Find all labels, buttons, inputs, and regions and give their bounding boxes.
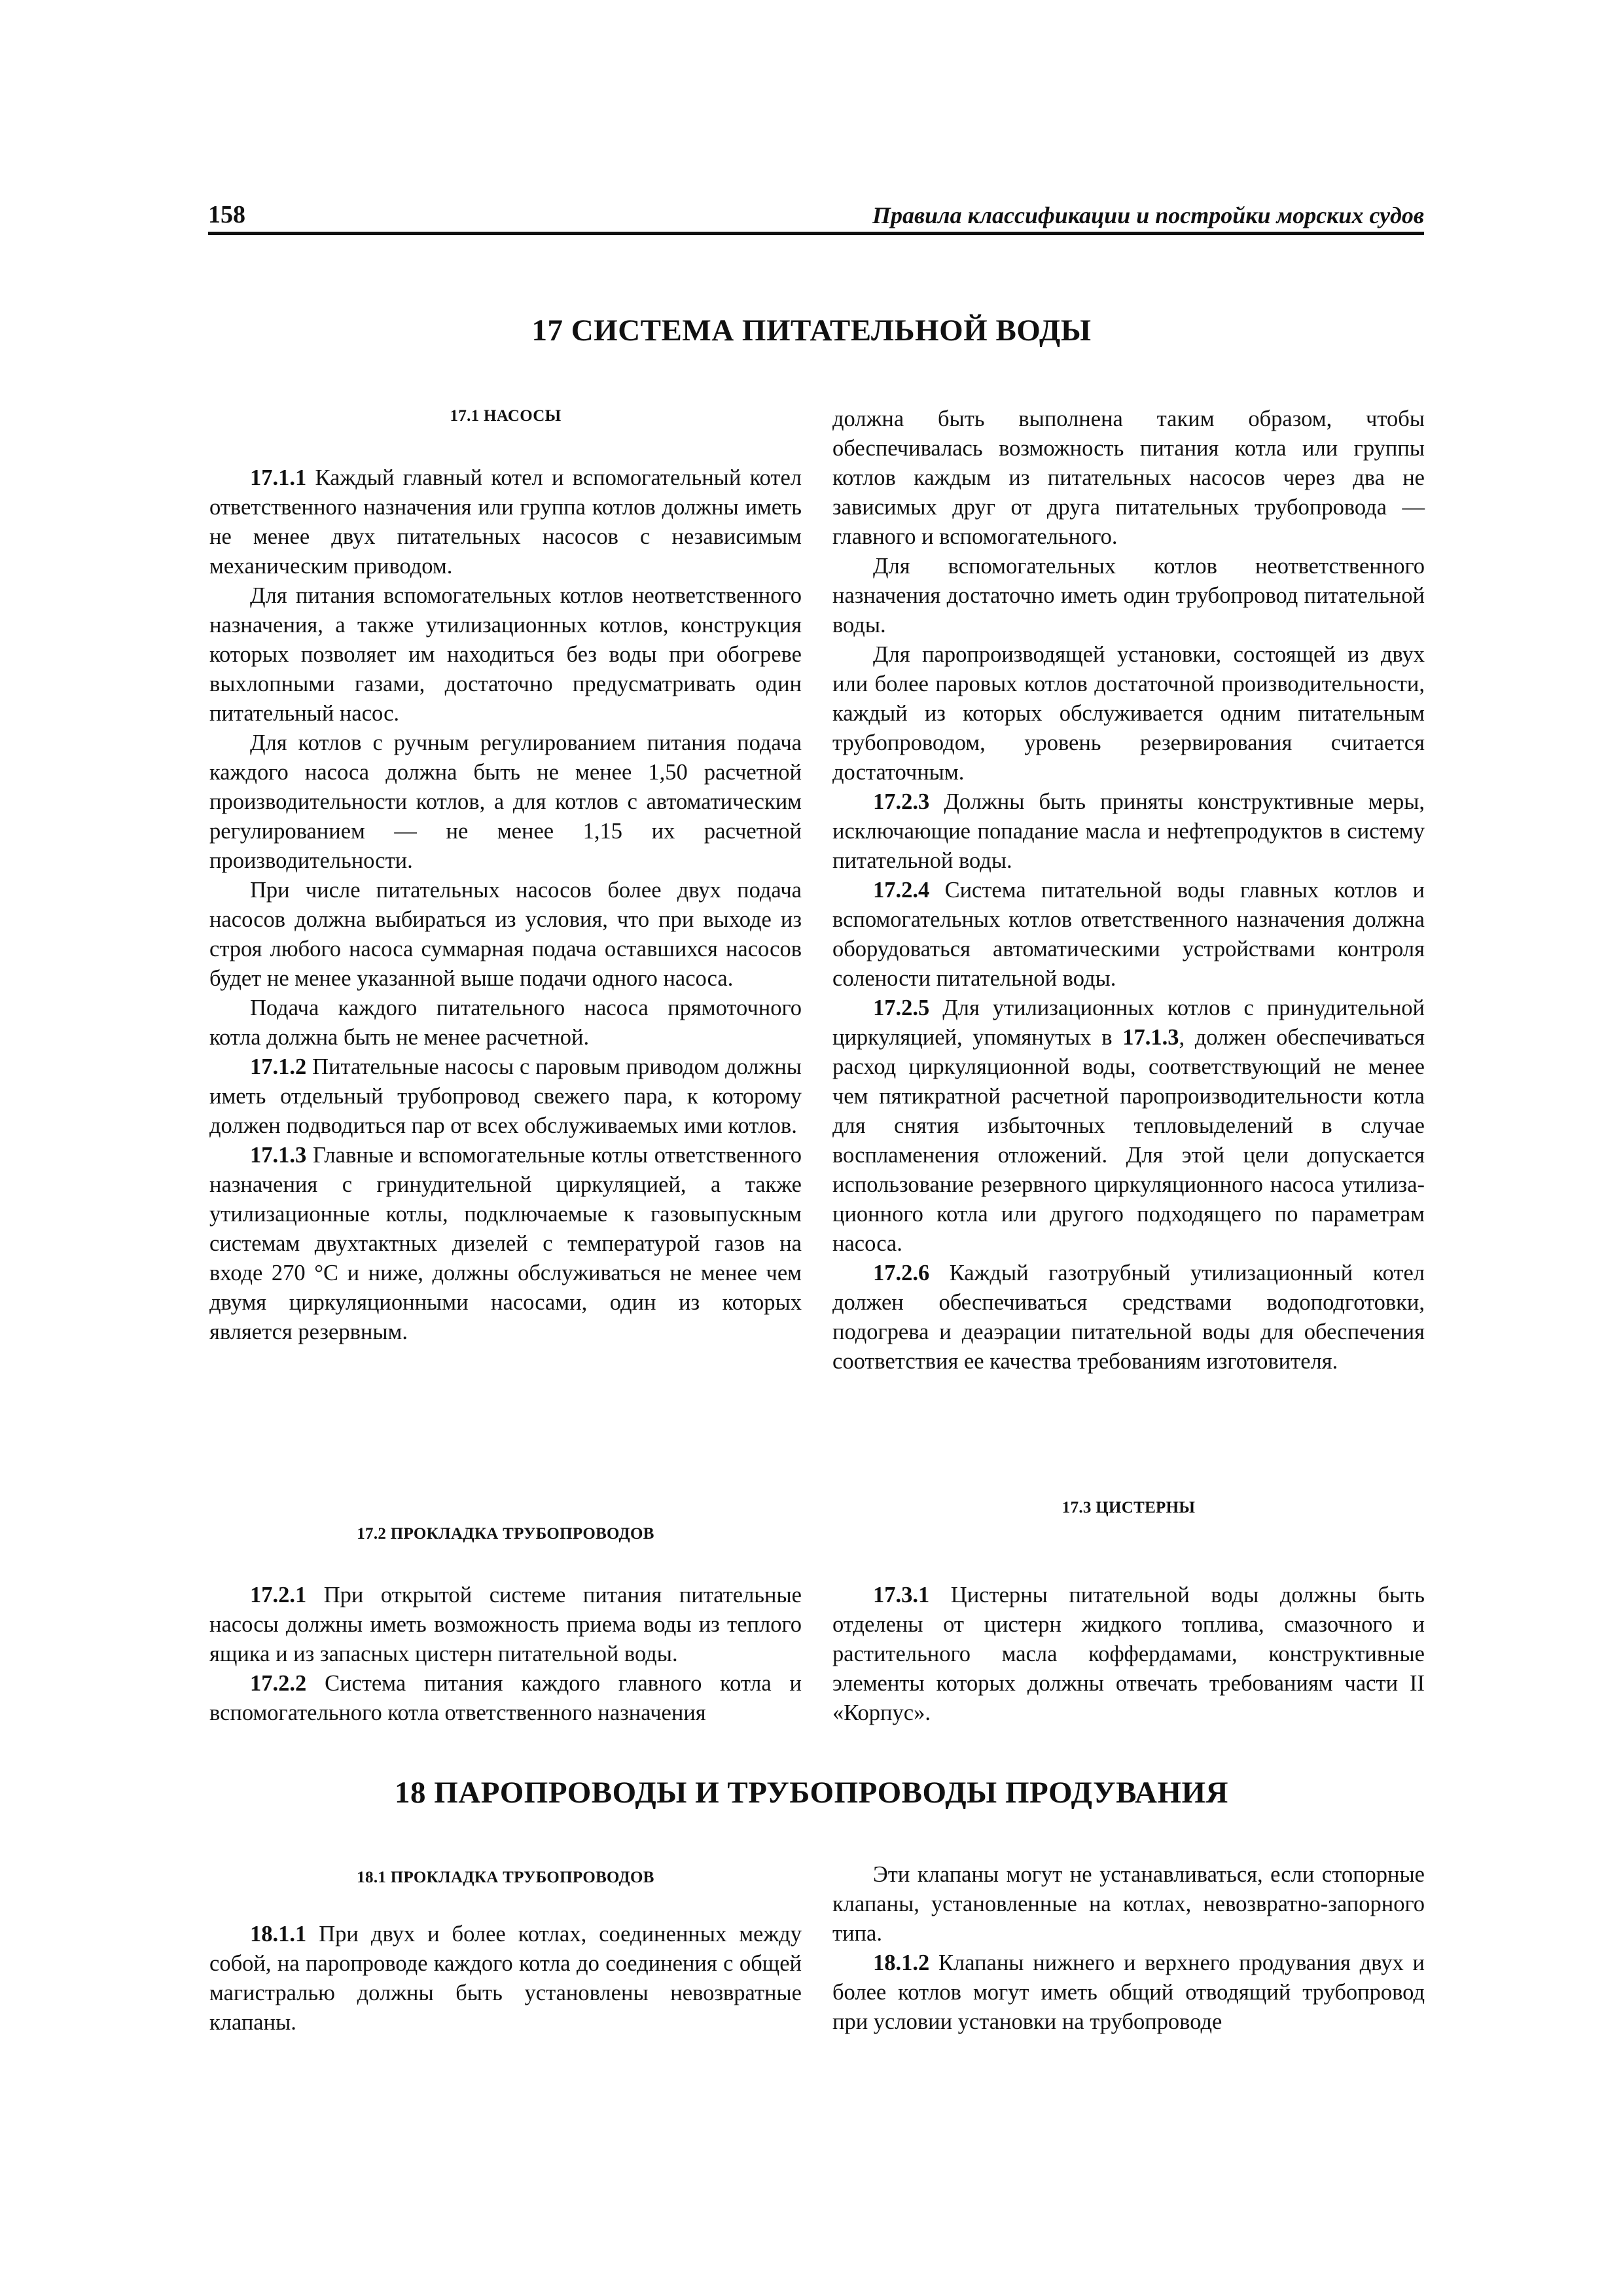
paragraph: Подача каждого питательного насоса прямоточного котла должна быть не менее расчетной. [209,996,802,1050]
paragraph-17-2-6: 17.2.6 Каждый газотрубный утилизационный котел должен обеспечиваться средствами водоподготовки, подогрева и деаэрации питательной воды для обеспечения соответствия ее качества требованиям изготовителя. [832,1261,1425,1374]
paragraph-17-1-3: 17.1.3 Главные и вспомогательные котлы ответственного назначения с гринудительной циркуляцией, а также утилизационные котлы, подключаемые к газовыпускным системам двухтактных дизелей с температурой газов на входе 270 °C и ниже, должны обслуживаться не менее чем двумя циркуляционными насосами, один из которых является резервным. [209,1143,802,1344]
paragraph-17-2-1: 17.2.1 При открытой системе питания питательные насосы должны иметь возможность приема воды из теплого ящика и из запасных цистерн питательной воды. [209,1583,802,1666]
paragraph-18-1-2: 18.1.2 Клапаны нижнего и верхнего продувания двух и более котлов могут иметь общий отводящий трубопровод при условии установки на трубопроводе [832,1950,1425,2034]
paragraph: Для питания вспомогательных котлов неответственного назначения, а также утилизационных котлов, конструкция которых позволяет им находиться без воды при обогреве выхлопными газами, достаточно предусматривать один питательный насос. [209,583,802,726]
paragraph-17-2-3: 17.2.3 Должны быть приняты конструктивные меры, исключающие попадание масла и нефтепродуктов в систему питательной воды. [832,789,1425,873]
paragraph-continuation: должна быть выполнена таким образом, чтобы обеспечивалась возможность питания котла или группы котлов каждым из питательных насосов через два не зависимых друг от друга питательных трубопровода — главного и вспомогательного. [832,406,1425,549]
section-17-3-body [832,1581,1425,1728]
section-18-1-body [209,1920,802,2037]
paragraph-17-2-4: 17.2.4 Система питательной воды главных котлов и вспомогательных котлов ответственного назначения должна оборудоваться автоматическими устройствами контроля солености питательной воды. [832,878,1425,991]
paragraph: Эти клапаны могут не устанавливаться, если стопорные клапаны, установленные на котлах, невозвратно-запорного типа. [832,1862,1425,1946]
section-17-1-heading: 17.1 НАСОСЫ [450,407,562,425]
paragraph-17-1-2: 17.1.2 Питательные насосы с паровым приводом должны иметь отдельный трубопровод свежего пара, к которому должен подводиться пар от всех обслуживаемых ими котлов. [209,1054,802,1138]
paragraph-18-1-1: 18.1.1 При двух и более котлах, соединенных между собой, на паропроводе каждого котла до соединения с общей магистралью должны быть установлены невозвратные клапаны. [209,1922,802,2035]
cross-reference: 17.1.3 [1122,1025,1179,1050]
paragraph-17-1-1: 17.1.1 Каждый главный котел и вспомогательный котел ответственного назначения или группа котлов должны иметь не менее двух питательных насосов с независимым механическим приводом. [209,465,802,579]
section-17-2-body-start [209,1581,802,1728]
section-18-1-heading: 18.1 ПРОКЛАДКА ТРУБОПРОВОДОВ [357,1869,654,1886]
chapter-18-title: 18 ПАРОПРОВОДЫ И ТРУБОПРОВОДЫ ПРОДУВАНИЯ [395,1776,1228,1810]
paragraph-17-2-5: 17.2.5 Для утилизационных котлов с принудительной циркуляцией, упомянутых в 17.1.3, должен обеспечиваться расход циркуляционной воды, соответствующий не менее чем пятикратной расчетной паропроизводительности котла для снятия избыточных тепловыделений в случае воспламенения отложений. Для этой цели допускается использование резервного циркуляционного насоса утилиза-ционного котла или другого подходящего по параметрам насоса. [832,996,1425,1256]
chapter-17-title: 17 СИСТЕМА ПИТАТЕЛЬНОЙ ВОДЫ [531,314,1092,348]
paragraph: Для котлов с ручным регулированием питания подача каждого насоса должна быть не менее 1,50 расчетной производительности котлов, а для котлов с автоматическим регулированием — не менее 1,15 их расчетной производительности. [209,730,802,873]
paragraph-17-3-1: 17.3.1 Цистерны питательной воды должны быть отделены от цистерн жидкого топлива, смазочного и растительного масла коффердамами, конструктивные элементы которых должны отвечать требованиям части II «Корпус». [832,1583,1425,1725]
section-18-1-body-continued [832,1860,1425,2037]
paragraph: Для паропроизводящей установки, состоящей из двух или более паровых котлов достаточной производительности, каждый из которых обслуживается одним питательным трубопроводом, уровень резервирования считается достаточным. [832,642,1425,785]
page-number: 158 [208,201,245,228]
paragraph-17-2-2: 17.2.2 Система питания каждого главного котла и вспомогательного котла ответственного назначения [209,1671,802,1725]
section-17-2-body-continued [832,404,1425,1376]
paragraph: При числе питательных насосов более двух подача насосов должна выбираться из условия, что при выходе из строя любого насоса суммарная подача оставшихся насосов будет не менее указанной выше подачи одного насоса. [209,878,802,991]
section-17-3-heading: 17.3 ЦИСТЕРНЫ [1061,1499,1196,1516]
running-header [208,194,1424,235]
section-17-2-heading: 17.2 ПРОКЛАДКА ТРУБОПРОВОДОВ [357,1525,654,1543]
paragraph: Для вспомогательных котлов неответственного назначения достаточно иметь один трубопровод питательной воды. [832,554,1425,637]
running-title: Правила классификации и постройки морских судов [872,202,1424,228]
section-17-1-body [209,463,802,1347]
